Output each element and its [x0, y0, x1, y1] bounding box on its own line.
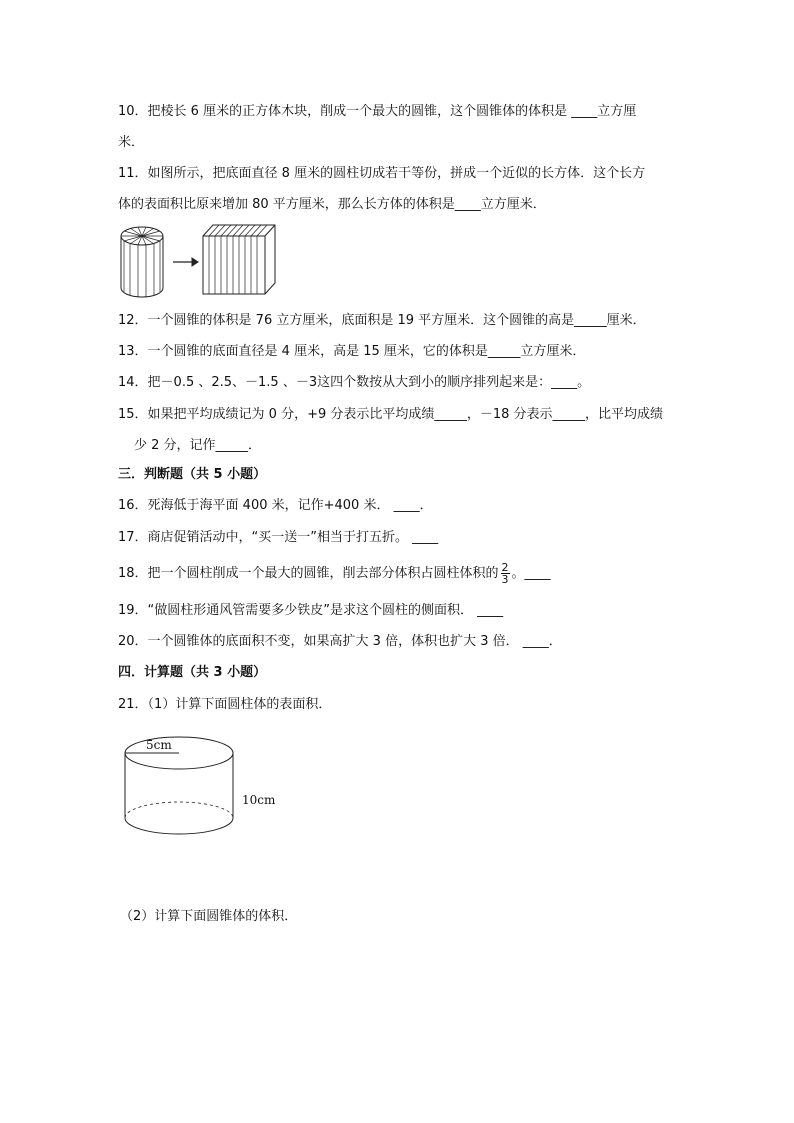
q11-line2: 体的表面积比原来增加 80 平方厘米，那么长方体的体积是____立方厘米． — [118, 197, 546, 212]
cylinder-figure — [120, 732, 290, 852]
q13: 13．一个圆锥的底面直径是 4 厘米，高是 15 厘米，它的体积是_____立方厘米． — [118, 344, 586, 359]
q10-line1: 10．把棱长 6 厘米的正方体木块，削成一个最大的圆锥，这个圆锥体的体积是 ____立方厘 — [118, 104, 637, 119]
q11-line1: 11．如图所示，把底面直径 8 厘米的圆柱切成若干等份，拼成一个近似的长方体．这个长方 — [118, 166, 646, 181]
q14: 14．把－0.5 、2.5、－1.5 、－3这四个数按从大到小的顺序排列起来是：____。 — [118, 375, 591, 390]
section-4-heading: 四．计算题（共 3 小题） — [118, 665, 267, 680]
q18 — [118, 562, 551, 585]
q21-part1: 21．（1）计算下面圆柱体的表面积． — [118, 697, 332, 712]
q21-part2: （2）计算下面圆锥体的体积． — [120, 909, 298, 924]
q12: 12．一个圆锥的体积是 76 立方厘米，底面积是 19 平方厘米．这个圆锥的高是_____厘米． — [118, 313, 646, 328]
q20: 20．一个圆锥体的底面积不变，如果高扩大 3 倍，体积也扩大 3 倍． ____． — [118, 634, 562, 649]
q18-text: 18．把一个圆柱削成一个最大的圆锥，削去部分体积占圆柱体积的 — [118, 566, 499, 581]
q18-blank: 。____ — [511, 566, 551, 581]
fraction — [501, 562, 510, 585]
q19: 19．“做圆柱形通风管需要多少铁皮”是求这个圆柱的侧面积． ____ — [118, 603, 504, 618]
q17: 17．商店促销活动中，“买一送一”相当于打五折。 ____ — [118, 530, 439, 545]
section-3-heading: 三．判断题（共 5 小题） — [118, 467, 267, 482]
q15-line1: 15．如果把平均成绩记为 0 分，+9 分表示比平均成绩_____，－18 分表示_____，比平均成绩 — [118, 407, 664, 422]
q10-line2: 米． — [118, 135, 145, 150]
fraction-denominator: 3 — [501, 573, 509, 586]
q16: 16．死海低于海平面 400 米，记作+400 米． ____． — [118, 498, 433, 513]
height-label: 10cm — [242, 793, 276, 807]
arrow-icon — [173, 258, 198, 266]
sliced-cylinder — [121, 227, 163, 297]
q15-line2: 少 2 分，记作_____． — [134, 438, 262, 453]
cylinder-to-cuboid-figure — [114, 222, 294, 302]
approximate-cuboid — [203, 225, 275, 294]
fraction-numerator: 2 — [501, 561, 509, 574]
radius-label: 5cm — [146, 738, 172, 752]
